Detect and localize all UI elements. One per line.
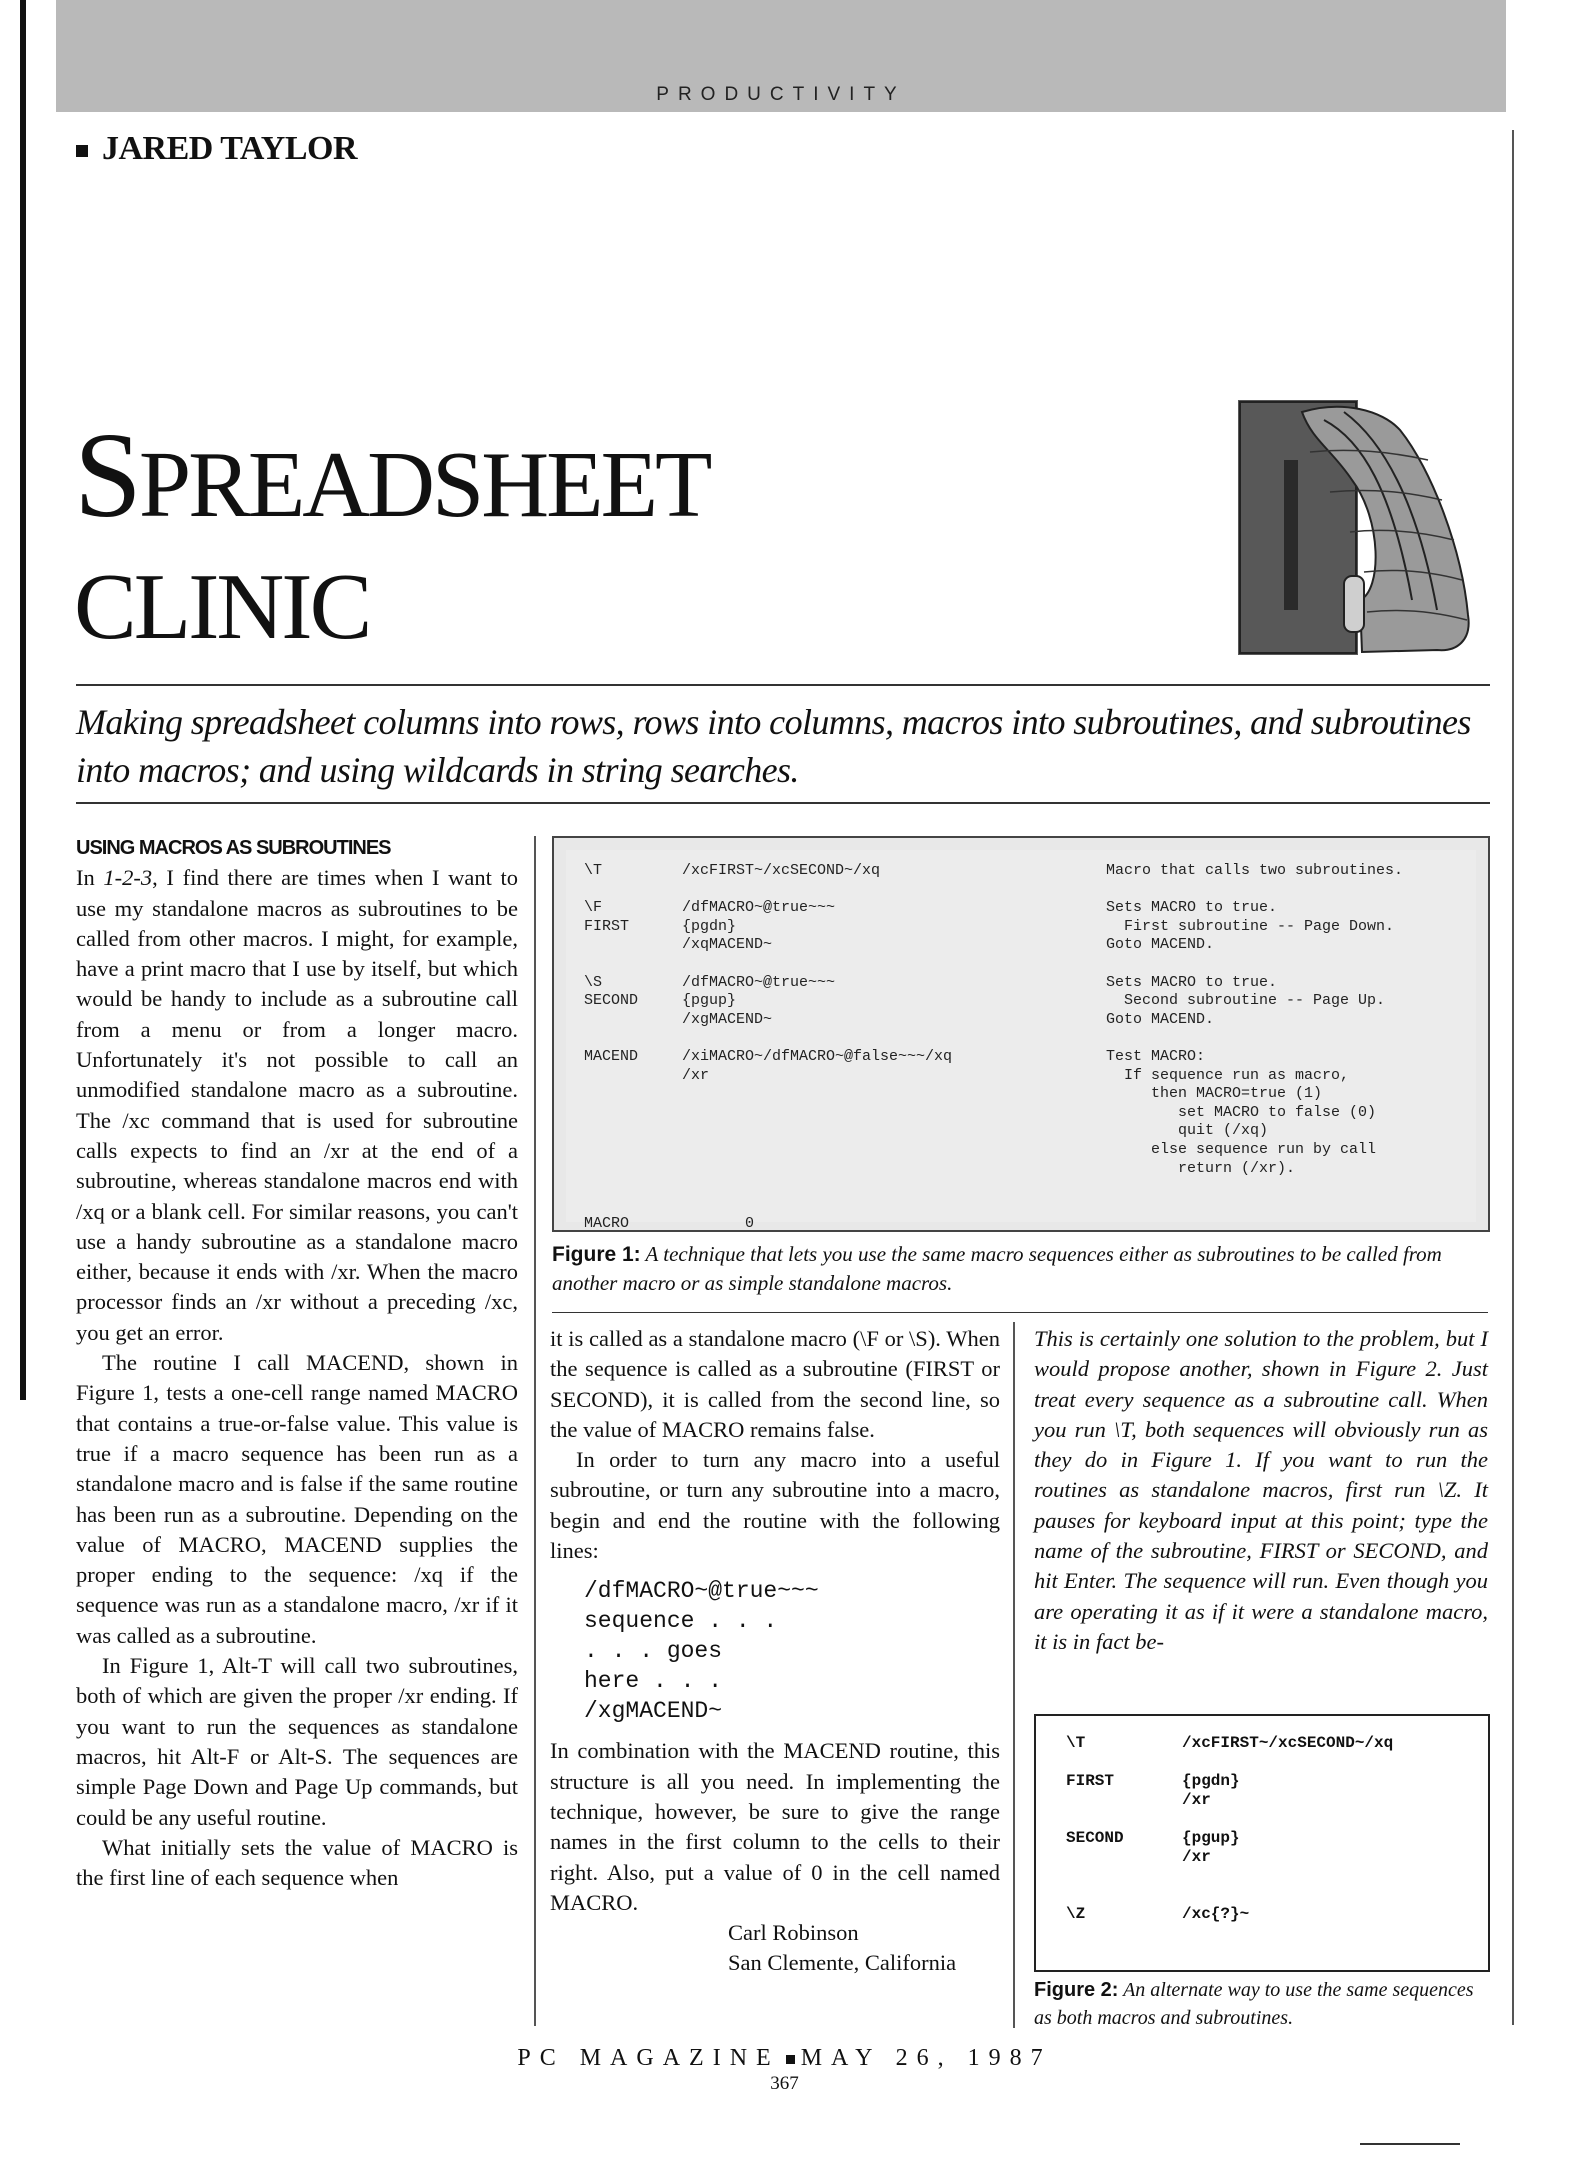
title-initial-cap: S (74, 408, 139, 543)
figure-2-range-names: \T FIRST SECOND \Z (1066, 1734, 1124, 1923)
deck-top-rule (76, 684, 1490, 686)
paragraph: In 1-2-3, I find there are times when I want to use my standalone macros as subroutines to be called from other macros. I might, for example, have a print macro that I use by itself, but which would be handy to include as a subroutine call from a menu or from a longer macro. Unfortunately it's not possible to call an unmodified standalone macro as a subroutine. The /xc command that is used for subroutine calls expects to find an /xr at the end of a subroutine, whereas standalone macros end with /xq or a blank cell. For similar reasons, you can't use a handy subroutine as a standalone macro either, because it ends with /xr. When the macro processor finds an /xr without a preceding /xc, you get an error. (76, 865, 518, 1345)
page-title-line2: CLINIC (74, 555, 370, 659)
floppy-disk-icon (1232, 400, 1482, 660)
column-divider (534, 836, 536, 2026)
paragraph: The routine I call MACEND, shown in Figure 1, tests a one-cell range named MACRO that contains a true-or-false value. This value is true if a macro sequence has been run as a standalone macro and is false if the same routine has been run as a subroutine. Depending on the value of MACRO, MACEND supplies the proper ending to the sequence: /xq if the sequence was run as a standalone macro, /xr if it was called as a subroutine. (76, 1350, 518, 1648)
author-byline (76, 130, 357, 168)
signature-name: Carl Robinson (728, 1920, 859, 1946)
paragraph: it is called as a standalone macro (\F or \S). When the sequence is called as a subroutine (FIRST or SECOND), it is called from the second line, so the value of MACRO remains false. (550, 1326, 1000, 1442)
paragraph: What initially sets the value of MACRO is the first line of each sequence when (76, 1834, 518, 1891)
code-listing: /dfMACRO~@true~~~ sequence . . . . . . goes here . . . /xgMACEND~ (584, 1578, 819, 1725)
article-deck: Making spreadsheet columns into rows, rows into columns, macros into subroutines, and subroutines into macros; and using wildcards in string searches. (76, 702, 1471, 790)
section-header-bar (56, 0, 1506, 112)
figure-1-range-names: \T \F FIRST \S SECOND MACEND MACRO (584, 862, 639, 1233)
right-margin-rule (1512, 130, 1514, 2025)
section-subhead: USING MACROS AS SUBROUTINES (76, 837, 391, 859)
issue-date: MAY 26, 1987 (800, 2045, 1052, 2071)
figure-1-label: Figure 1: (552, 1243, 641, 1266)
figure-2-box (1034, 1714, 1490, 1972)
paragraph: In Figure 1, Alt-T will call two subroutines, both of which are given the proper /xr ending. If you want to run the sequences as standalone macros, hit Alt-F or Alt-S. The sequences are simple Page Down and Page Up commands, but could be any useful routine. (76, 1653, 518, 1830)
signature-place: San Clemente, California (728, 1950, 957, 1976)
section-label: PRODUCTIVITY (656, 84, 906, 105)
square-bullet-icon (76, 145, 88, 157)
paragraph: This is certainly one solution to the problem, but I would propose another, shown in Figure 2. Just treat every sequence as a subroutine call. When you run \T, both sequences will obviously run as they do in Figure 1. If you want to run the routines as standalone macros, first run \Z. It pauses for keyboard input at this point; type the name of the subroutine, FIRST or SECOND, and hit Enter. The sequence will run. Even though you are operating it as if it were a standalone macro, it is in fact be- (1034, 1326, 1488, 1654)
page-title (74, 408, 710, 543)
figure-1-caption: Figure 1: A technique that lets you use the same macro sequences either as subroutines to be called from another macro or as simple standalone macros. (552, 1242, 1442, 1295)
program-name: 1-2-3 (103, 865, 153, 891)
figure-2-label: Figure 2: (1034, 1979, 1119, 2001)
figure-2-caption: Figure 2: An alternate way to use the same sequences as both macros and subroutines. (1034, 1979, 1474, 2029)
title-line1-rest: PREADSHEET (138, 433, 710, 537)
paragraph: In order to turn any macro into a useful subroutine, or turn any subroutine into a macro, begin and end the routine with the following lines: (550, 1447, 1000, 1564)
page-footer (0, 2045, 1569, 2072)
figure-1-box (552, 836, 1490, 1232)
figure-2-macro-code: /xcFIRST~/xcSECOND~/xq {pgdn} /xr {pgup} /xr /xc{?}~ (1182, 1734, 1394, 1923)
magazine-name: PC MAGAZINE (517, 2045, 780, 2071)
article-column-1 (76, 832, 518, 1893)
left-margin-rule (20, 0, 26, 1400)
figure-1-comments: Macro that calls two subroutines. Sets MACRO to true. First subroutine -- Page Down. Goto MACEND. Sets MACRO to true. Second subroutine -- Page Up. Goto MACEND. Test MACRO: If sequence run as macro, then MACRO=true (1) set MACRO to false (0) quit (/xq) else sequence run by call return (/xr). (1106, 862, 1404, 1177)
page-number: 367 (770, 2073, 799, 2094)
author-name: JARED TAYLOR (102, 130, 358, 167)
column-divider (1013, 1322, 1015, 2028)
article-column-3 (1034, 1324, 1488, 1657)
article-column-2 (550, 1324, 1000, 1979)
figure-1-listing (566, 850, 1476, 1233)
deck-bottom-rule (76, 802, 1490, 804)
square-bullet-icon (786, 2055, 795, 2064)
corner-rule (1360, 2143, 1460, 2145)
figure-1-macro-code: /xcFIRST~/xcSECOND~/xq /dfMACRO~@true~~~ {pgdn} /xqMACEND~ /dfMACRO~@true~~~ {pgup} /xgMACEND~ /xiMACRO~/dfMACRO~@false~~~/xq /xr 0 (682, 862, 953, 1233)
figure-1-rule (552, 1312, 1488, 1313)
paragraph: In combination with the MACEND routine, this structure is all you need. In implementing the technique, however, be sure to give the range names in the first column to the cells to their right. Also, put a value of 0 in the cell named MACRO. (550, 1738, 1000, 1915)
